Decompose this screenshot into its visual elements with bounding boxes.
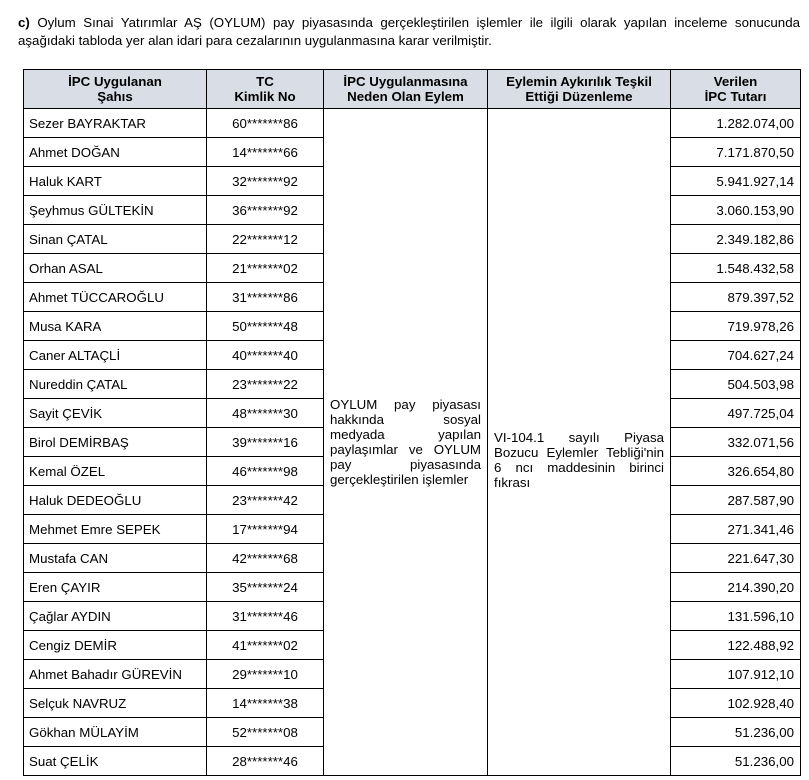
tc-number: 40*******40: [207, 341, 324, 370]
penalty-amount: 5.941.927,14: [671, 167, 801, 196]
person-name: Haluk DEDEOĞLU: [24, 486, 207, 515]
header-action: İPC Uygulanmasına Neden Olan Eylem: [324, 70, 488, 109]
person-name: Ahmet TÜCCAROĞLU: [24, 283, 207, 312]
person-name: Ahmet DOĞAN: [24, 138, 207, 167]
penalty-amount: 221.647,30: [671, 544, 801, 573]
header-tc: TC Kimlik No: [207, 70, 324, 109]
penalty-amount: 719.978,26: [671, 312, 801, 341]
person-name: Musa KARA: [24, 312, 207, 341]
penalty-amount: 271.341,46: [671, 515, 801, 544]
tc-number: 42*******68: [207, 544, 324, 573]
penalty-amount: 879.397,52: [671, 283, 801, 312]
tc-number: 60*******86: [207, 109, 324, 138]
person-name: Caner ALTAÇLİ: [24, 341, 207, 370]
person-name: Eren ÇAYIR: [24, 573, 207, 602]
tc-number: 22*******12: [207, 225, 324, 254]
person-name: Selçuk NAVRUZ: [24, 689, 207, 718]
tc-number: 50*******48: [207, 312, 324, 341]
tc-number: 17*******94: [207, 515, 324, 544]
penalty-table: [23, 69, 801, 776]
tc-number: 39*******16: [207, 428, 324, 457]
intro-paragraph: [18, 14, 800, 50]
intro-label: c): [18, 15, 30, 30]
tc-number: 23*******22: [207, 370, 324, 399]
penalty-amount: 3.060.153,90: [671, 196, 801, 225]
tc-number: 21*******02: [207, 254, 324, 283]
person-name: Mehmet Emre SEPEK: [24, 515, 207, 544]
intro-text: Oylum Sınai Yatırımlar AŞ (OYLUM) pay piyasasında gerçekleştirilen işlemler ile ilgili olarak yapılan inceleme sonucunda aşağıdaki tabloda yer alan idari para cezalarının uygulanmasına karar verilmiştir.: [18, 15, 800, 48]
penalty-amount: 102.928,40: [671, 689, 801, 718]
header-amount: Verilen İPC Tutarı: [671, 70, 801, 109]
person-name: Kemal ÖZEL: [24, 457, 207, 486]
penalty-amount: 504.503,98: [671, 370, 801, 399]
penalty-amount: 332.071,56: [671, 428, 801, 457]
penalty-amount: 1.282.074,00: [671, 109, 801, 138]
person-name: Haluk KART: [24, 167, 207, 196]
tc-number: 28*******46: [207, 747, 324, 776]
header-person: İPC Uygulanan Şahıs: [24, 70, 207, 109]
penalty-amount: 7.171.870,50: [671, 138, 801, 167]
penalty-amount: 51.236,00: [671, 747, 801, 776]
penalty-amount: 497.725,04: [671, 399, 801, 428]
tc-number: 35*******24: [207, 573, 324, 602]
penalty-amount: 214.390,20: [671, 573, 801, 602]
tc-number: 41*******02: [207, 631, 324, 660]
penalty-amount: 287.587,90: [671, 486, 801, 515]
tc-number: 31*******86: [207, 283, 324, 312]
regulation-text: VI-104.1 sayılı Piyasa Bozucu Eylemler Tebliği'nin 6 ncı maddesinin birinci fıkrası: [494, 430, 664, 490]
tc-number: 46*******98: [207, 457, 324, 486]
person-name: Çağlar AYDIN: [24, 602, 207, 631]
person-name: Sinan ÇATAL: [24, 225, 207, 254]
tc-number: 29*******10: [207, 660, 324, 689]
penalty-amount: 2.349.182,86: [671, 225, 801, 254]
person-name: Cengiz DEMİR: [24, 631, 207, 660]
table-body: [24, 109, 801, 776]
person-name: Birol DEMİRBAŞ: [24, 428, 207, 457]
tc-number: 36*******92: [207, 196, 324, 225]
person-name: Gökhan MÜLAYİM: [24, 718, 207, 747]
person-name: Orhan ASAL: [24, 254, 207, 283]
penalty-amount: 107.912,10: [671, 660, 801, 689]
person-name: Nureddin ÇATAL: [24, 370, 207, 399]
person-name: Suat ÇELİK: [24, 747, 207, 776]
tc-number: 32*******92: [207, 167, 324, 196]
person-name: Mustafa CAN: [24, 544, 207, 573]
tc-number: 14*******38: [207, 689, 324, 718]
penalty-amount: 51.236,00: [671, 718, 801, 747]
tc-number: 52*******08: [207, 718, 324, 747]
penalty-amount: 122.488,92: [671, 631, 801, 660]
penalty-amount: 131.596,10: [671, 602, 801, 631]
header-regulation: Eylemin Aykırılık Teşkil Ettiği Düzenleme: [488, 70, 671, 109]
regulation-cell: [488, 109, 671, 776]
action-cell: OYLUM pay piyasası hakkında sosyal medyada yapılan paylaşımlar ve OYLUM pay piyasasında gerçekleştirilen işlemler: [324, 109, 488, 776]
tc-number: 31*******46: [207, 602, 324, 631]
person-name: Şeyhmus GÜLTEKİN: [24, 196, 207, 225]
person-name: Sezer BAYRAKTAR: [24, 109, 207, 138]
table-row: [24, 109, 801, 138]
penalty-amount: 1.548.432,58: [671, 254, 801, 283]
table-header-row: [24, 70, 801, 109]
tc-number: 48*******30: [207, 399, 324, 428]
penalty-amount: 704.627,24: [671, 341, 801, 370]
tc-number: 14*******66: [207, 138, 324, 167]
tc-number: 23*******42: [207, 486, 324, 515]
penalty-amount: 326.654,80: [671, 457, 801, 486]
person-name: Ahmet Bahadır GÜREVİN: [24, 660, 207, 689]
person-name: Sayit ÇEVİK: [24, 399, 207, 428]
